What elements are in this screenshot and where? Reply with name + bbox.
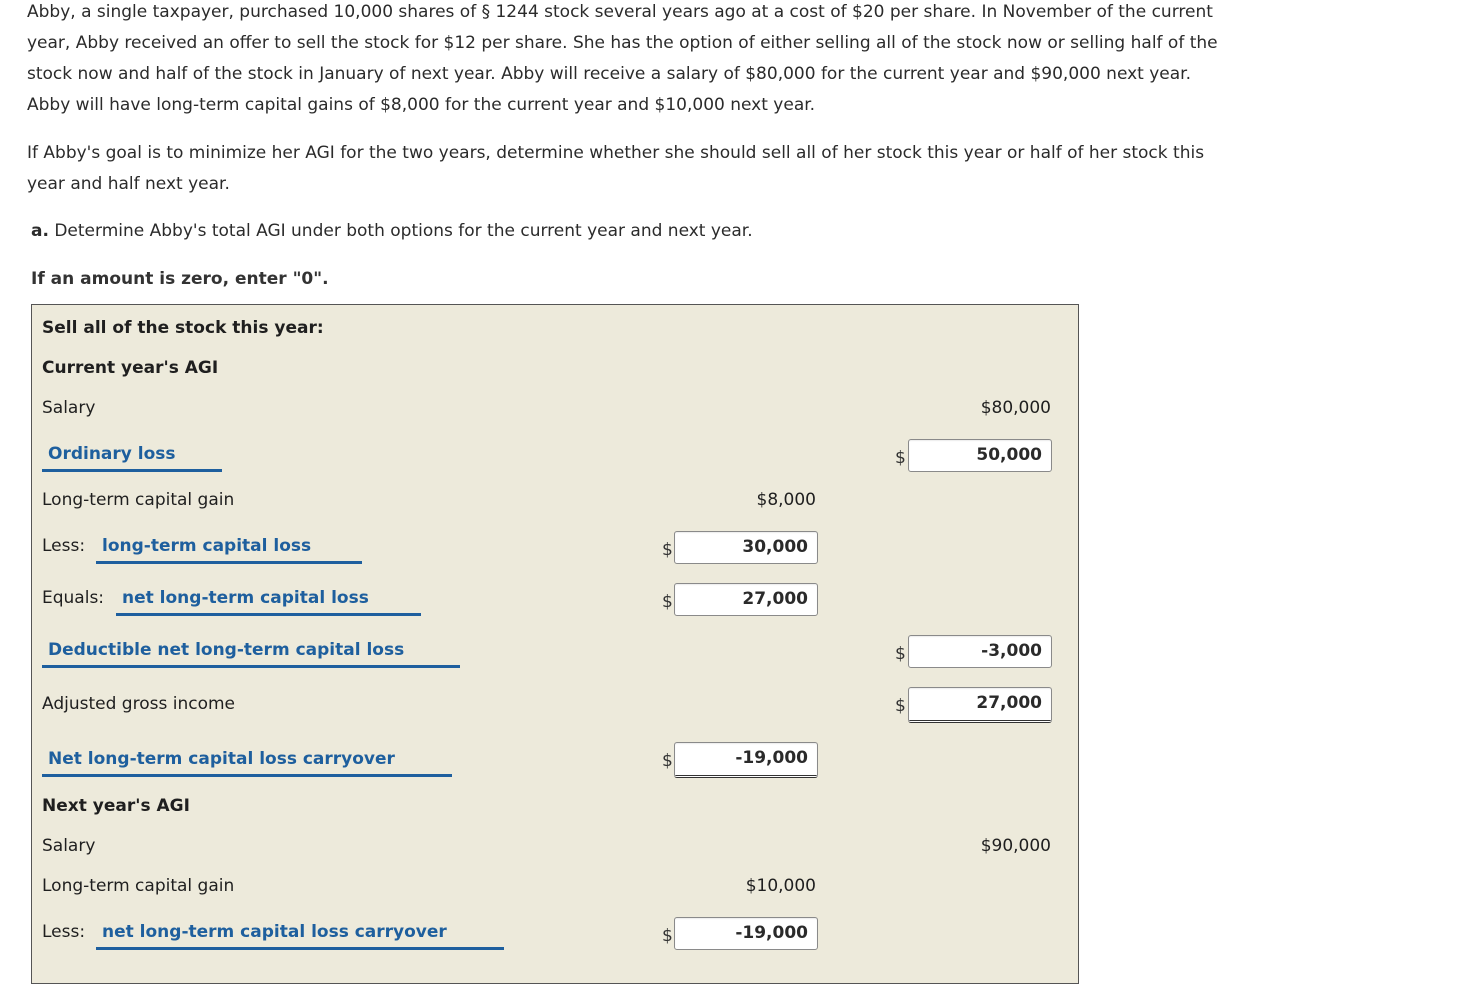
next-ltcg-label: Long-term capital gain xyxy=(42,876,235,896)
agi-label: Adjusted gross income xyxy=(42,694,235,714)
problem-paragraph xyxy=(27,0,1317,121)
ltcl-input[interactable]: 30,000 xyxy=(674,531,818,564)
question-line: If Abby's goal is to minimize her AGI for the two years, determine whether she should sell all of her stock this year or half of her stock this xyxy=(27,143,1205,163)
paragraph-line: Abby, a single taxpayer, purchased 10,000 shares of § 1244 stock several years ago at a cost of $20 per share. In November of the current xyxy=(27,2,1213,22)
salary-value: $80,000 xyxy=(980,398,1051,418)
carryover-input[interactable]: -19,000 xyxy=(674,742,818,778)
ordinary-loss-select[interactable]: Ordinary loss xyxy=(42,444,222,472)
part-a-instruction xyxy=(31,216,753,247)
paragraph-line: year, Abby received an offer to sell the stock for $12 per share. She has the option of either selling all of the stock now or selling half of the xyxy=(27,33,1218,53)
currency-symbol: $ xyxy=(662,592,673,612)
answer-panel xyxy=(31,304,1079,984)
currency-symbol: $ xyxy=(895,696,906,716)
currency-symbol: $ xyxy=(662,751,673,771)
equals-select[interactable]: net long-term capital loss xyxy=(116,588,421,616)
currency-symbol: $ xyxy=(662,540,673,560)
currency-symbol: $ xyxy=(662,926,673,946)
next-salary-label: Salary xyxy=(42,836,96,856)
part-text: Determine Abby's total AGI under both options for the current year and next year. xyxy=(54,221,753,241)
less-label: Less: xyxy=(42,536,86,556)
ltcg-label: Long-term capital gain xyxy=(42,490,235,510)
panel-heading: Sell all of the stock this year: xyxy=(42,318,324,338)
currency-symbol: $ xyxy=(895,448,906,468)
agi-input[interactable]: 27,000 xyxy=(908,687,1052,723)
carryover-select[interactable]: Net long-term capital loss carryover xyxy=(42,749,452,777)
next-less-select[interactable]: net long-term capital loss carryover xyxy=(96,922,504,950)
next-year-heading: Next year's AGI xyxy=(42,796,190,816)
ltcg-value: $8,000 xyxy=(756,490,816,510)
paragraph-line: Abby will have long-term capital gains of $8,000 for the current year and $10,000 next year. xyxy=(27,95,816,115)
paragraph-line: stock now and half of the stock in January of next year. Abby will receive a salary of $80,000 for the current year and $90,000 next year. xyxy=(27,64,1192,84)
net-ltcl-input[interactable]: 27,000 xyxy=(674,583,818,616)
next-salary-value: $90,000 xyxy=(980,836,1051,856)
question-paragraph xyxy=(27,138,1317,200)
currency-symbol: $ xyxy=(895,644,906,664)
zero-note: If an amount is zero, enter "0". xyxy=(31,269,329,289)
equals-label: Equals: xyxy=(42,588,105,608)
current-year-heading: Current year's AGI xyxy=(42,358,219,378)
next-ltcg-value: $10,000 xyxy=(745,876,816,896)
ordinary-loss-input[interactable]: 50,000 xyxy=(908,439,1052,472)
next-less-label: Less: xyxy=(42,922,86,942)
deductible-select[interactable]: Deductible net long-term capital loss xyxy=(42,640,460,668)
part-label: a. xyxy=(31,221,49,241)
next-carryover-input[interactable]: -19,000 xyxy=(674,917,818,950)
question-line: year and half next year. xyxy=(27,174,230,194)
less-select[interactable]: long-term capital loss xyxy=(96,536,362,564)
deductible-input[interactable]: -3,000 xyxy=(908,635,1052,668)
salary-label: Salary xyxy=(42,398,96,418)
